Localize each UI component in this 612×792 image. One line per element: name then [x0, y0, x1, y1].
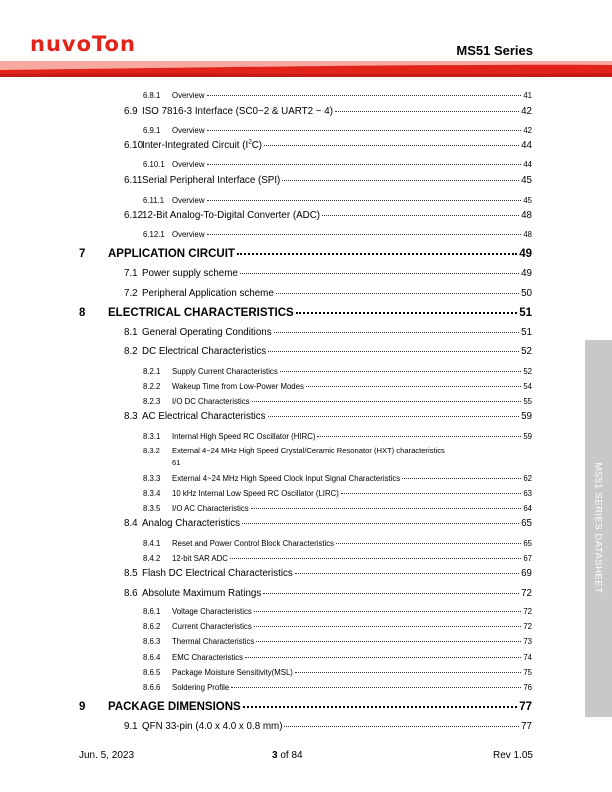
toc-entry-page: 45 — [521, 175, 532, 186]
toc-entry-number: 8.3 — [124, 411, 138, 422]
toc-entry-number: 7.2 — [124, 288, 138, 299]
toc-entry[interactable] — [124, 107, 532, 117]
toc-entry-title — [143, 638, 254, 646]
toc-entry-number: 6.12 — [124, 210, 144, 221]
toc-entry-title — [143, 231, 205, 239]
toc-entry-number: 8.6.1 — [143, 607, 161, 616]
toc-entry-number: 6.11.1 — [143, 196, 165, 205]
toc-entry-title — [143, 383, 304, 391]
toc-entry-text: Overview — [172, 160, 205, 169]
toc-entry-number: 6.9 — [124, 106, 138, 117]
toc-entry-title — [143, 161, 205, 169]
toc-entry-page: 62 — [523, 474, 532, 483]
toc-entry-page: 48 — [521, 210, 532, 221]
toc-entry-page: 65 — [521, 518, 532, 529]
toc-leader-dots — [243, 706, 518, 708]
toc-entry-title — [143, 654, 243, 662]
toc-entry-page: 48 — [523, 230, 532, 239]
toc-entry-title — [143, 447, 532, 455]
toc-entry-title — [124, 269, 238, 279]
toc-entry-title — [124, 569, 293, 579]
toc-entry-number: 8.3.3 — [143, 474, 161, 483]
toc-entry-title — [143, 398, 250, 406]
toc-entry[interactable] — [143, 446, 532, 467]
toc-entry-page: 75 — [523, 668, 532, 677]
toc-entry[interactable] — [143, 433, 532, 441]
toc-entry-title — [143, 555, 228, 563]
toc-entry-text: Power supply scheme — [142, 268, 238, 279]
toc-entry-page: 42 — [521, 106, 532, 117]
toc-entry-text: External 4~24 MHz High Speed Crystal/Ceramic Resonator (HXT) characteristics — [172, 446, 445, 455]
toc-entry[interactable] — [124, 347, 532, 357]
toc-entry-text: Soldering Profile — [172, 683, 230, 692]
toc-entry[interactable] — [124, 211, 532, 221]
toc-entry-text: Serial Peripheral Interface (SPI) — [142, 175, 281, 186]
toc-entry-title — [143, 490, 339, 498]
toc-entry-text: Supply Current Characteristics — [172, 367, 278, 376]
toc-chapter-number: 8 — [79, 307, 86, 319]
toc-leader-dots — [207, 95, 522, 96]
toc-entry-text: Analog Characteristics — [142, 518, 241, 529]
toc-entry-page: 54 — [523, 382, 532, 391]
toc-entry[interactable] — [124, 589, 532, 599]
toc-entry[interactable] — [108, 308, 532, 320]
toc-entry-text: 12-Bit Analog-To-Digital Converter (ADC) — [142, 210, 321, 221]
toc-entry-title — [124, 722, 282, 732]
toc-entry[interactable] — [143, 684, 532, 692]
toc-entry[interactable] — [143, 475, 532, 483]
toc-entry[interactable] — [143, 92, 532, 100]
toc-entry-title — [124, 412, 266, 422]
toc-leader-dots — [282, 180, 519, 181]
toc-entry-title — [124, 347, 266, 357]
toc-entry-title — [124, 176, 280, 186]
toc-leader-dots — [306, 386, 521, 387]
toc-entry-page: 50 — [521, 288, 532, 299]
toc-leader-dots — [336, 543, 521, 544]
toc-entry-number: 8.2.2 — [143, 382, 161, 391]
toc-entry[interactable] — [143, 368, 532, 376]
toc-entry[interactable] — [143, 555, 532, 563]
toc-entry-text: Overview — [172, 126, 205, 135]
toc-entry-number: 7.1 — [124, 268, 138, 279]
toc-entry-page: 76 — [523, 683, 532, 692]
toc-entry-number: 8.6 — [124, 588, 138, 599]
toc-entry-title — [124, 289, 274, 299]
toc-entry-title — [143, 197, 205, 205]
toc-entry-page: 49 — [521, 268, 532, 279]
toc-entry[interactable] — [143, 540, 532, 548]
toc-entry[interactable] — [143, 505, 532, 513]
toc-entry-text: 12-bit SAR ADC — [172, 554, 228, 563]
toc-entry-title — [124, 138, 263, 151]
toc-entry[interactable] — [143, 638, 532, 646]
toc-entry[interactable] — [143, 654, 532, 662]
toc-entry-title — [143, 368, 278, 376]
toc-entry-page: 45 — [523, 196, 532, 205]
toc-entry-page: 52 — [523, 367, 532, 376]
toc-leader-dots — [296, 312, 517, 314]
toc-entry-text: Reset and Power Control Block Characteristics — [172, 539, 335, 548]
toc-leader-dots — [276, 293, 519, 294]
toc-chapter-number: 7 — [79, 248, 86, 260]
toc-entry[interactable] — [143, 383, 532, 391]
toc-entry-number: 8.6.2 — [143, 622, 161, 631]
toc-entry-page: 41 — [523, 91, 532, 100]
toc-entry[interactable] — [108, 702, 532, 714]
footer-page-current: 3 — [272, 750, 278, 761]
toc-entry-number: 6.10.1 — [143, 160, 165, 169]
toc-entry-page: 77 — [521, 721, 532, 732]
footer-page-total: 84 — [291, 750, 303, 761]
toc-entry[interactable] — [124, 289, 532, 299]
toc-entry-number: 8.6.6 — [143, 683, 161, 692]
toc-entry-page: 77 — [519, 701, 532, 713]
toc-entry-page: 59 — [523, 432, 532, 441]
toc-entry[interactable] — [143, 197, 532, 205]
toc-entry-text: Wakeup Time from Low-Power Modes — [172, 382, 304, 391]
toc-entry-page: 42 — [523, 126, 532, 135]
toc-entry-page: 64 — [523, 504, 532, 513]
toc-leader-dots — [284, 726, 519, 727]
toc-entry[interactable] — [143, 608, 532, 616]
toc-entry[interactable] — [124, 412, 532, 422]
toc-entry-title — [143, 540, 334, 548]
toc-entry-text: I/O DC Characteristics — [172, 397, 250, 406]
toc-leader-dots — [268, 416, 520, 417]
toc-entry[interactable] — [108, 249, 532, 261]
toc-entry-number: 8.6.4 — [143, 653, 161, 662]
toc-entry-text: Current Characteristics — [172, 622, 252, 631]
toc-leader-dots — [251, 508, 522, 509]
toc-entry-page: 73 — [523, 637, 532, 646]
toc-entry[interactable] — [124, 569, 532, 579]
toc-entry-number: 8.2 — [124, 346, 138, 357]
toc-entry[interactable] — [143, 623, 532, 631]
toc-entry-text: ISO 7816-3 Interface (SC0~2 & UART2 ~ 4) — [142, 106, 333, 117]
toc-entry-text: ELECTRICAL CHARACTERISTICS — [108, 307, 294, 319]
toc-leader-dots — [263, 593, 519, 594]
toc-entry-title — [124, 107, 333, 117]
toc-leader-dots — [264, 145, 519, 146]
toc-leader-dots — [230, 558, 521, 559]
toc-entry-number: 8.1 — [124, 327, 138, 338]
toc-leader-dots — [295, 672, 521, 673]
toc-entry-text: I/O AC Characteristics — [172, 504, 249, 513]
toc-entry[interactable] — [143, 490, 532, 498]
toc-entry-text: 10 kHz Internal Low Speed RC Oscillator (LIRC) — [172, 489, 339, 498]
toc-entry-number: 6.11 — [124, 175, 143, 186]
toc-entry-number: 8.6.5 — [143, 668, 161, 677]
toc-entry-title — [124, 211, 320, 221]
toc-entry[interactable] — [124, 519, 532, 529]
toc-entry-page: 74 — [523, 653, 532, 662]
toc-leader-dots — [256, 641, 521, 642]
toc-entry-text: Thermal Characteristics — [172, 637, 255, 646]
toc-leader-dots — [274, 332, 519, 333]
toc-entry-page: 51 — [521, 327, 532, 338]
toc-entry-number: 8.6.3 — [143, 637, 161, 646]
toc-entry-title — [124, 519, 240, 529]
toc-entry-text: QFN 33-pin (4.0 x 4.0 x 0.8 mm) — [142, 721, 283, 732]
toc-entry-number: 8.4.1 — [143, 539, 161, 548]
toc-entry-page: 55 — [523, 397, 532, 406]
toc-entry[interactable] — [124, 269, 532, 279]
toc-entry[interactable] — [143, 161, 532, 169]
toc-entry-title — [143, 127, 205, 135]
toc-entry-text: Overview — [172, 230, 205, 239]
toc-entry-page: 44 — [521, 140, 532, 151]
toc-chapter-number: 9 — [79, 701, 86, 713]
toc-entry-title — [108, 308, 294, 320]
toc-entry-title — [143, 433, 315, 441]
toc-entry-page: 67 — [523, 554, 532, 563]
toc-leader-dots — [207, 234, 522, 235]
toc-entry-text: APPLICATION CIRCUIT — [108, 248, 235, 260]
toc-entry-number: 8.2.1 — [143, 367, 161, 376]
toc-leader-dots — [252, 401, 522, 402]
toc-entry-number: 8.4 — [124, 518, 138, 529]
toc-entry-number: 9.1 — [124, 721, 138, 732]
toc-entry-title — [143, 669, 293, 677]
toc-leader-dots — [245, 657, 521, 658]
toc-entry-page: 72 — [523, 607, 532, 616]
toc-entry-title — [143, 505, 249, 513]
toc-leader-dots — [240, 273, 519, 274]
toc-entry-number: 8.5 — [124, 568, 138, 579]
toc-entry-number: 8.4.2 — [143, 554, 161, 563]
toc-entry-number: 6.10 — [124, 140, 144, 151]
toc-leader-dots — [317, 436, 521, 437]
footer-date: Jun. 5, 2023 — [79, 750, 135, 761]
toc-leader-dots — [207, 200, 522, 201]
toc-leader-dots — [231, 687, 521, 688]
toc-entry-number: 6.12.1 — [143, 230, 165, 239]
toc-entry-page: 69 — [521, 568, 532, 579]
toc-entry-page: 61 — [172, 458, 181, 467]
toc-entry-text: EMC Characteristics — [172, 653, 244, 662]
toc-entry-title — [143, 684, 229, 692]
toc-entry-number: 8.2.3 — [143, 397, 161, 406]
toc-entry-title — [143, 475, 400, 483]
toc-entry-title — [143, 608, 252, 616]
sidebar-label: MS51 SERIES DATASHEET — [592, 462, 604, 594]
toc-entry-page: 59 — [521, 411, 532, 422]
toc-entry-title — [124, 328, 272, 338]
toc-leader-dots — [335, 111, 519, 112]
toc-entry[interactable] — [143, 127, 532, 135]
footer-page-number — [272, 751, 303, 761]
toc-entry[interactable] — [124, 328, 532, 338]
toc-entry-text: General Operating Conditions — [142, 327, 272, 338]
toc-entry-title — [124, 589, 261, 599]
series-title: MS51 Series — [456, 43, 533, 58]
toc-leader-dots — [254, 626, 522, 627]
toc-entry-number: 8.3.5 — [143, 504, 161, 513]
header-band — [0, 61, 612, 77]
footer-page-of: of — [280, 750, 289, 761]
toc-entry[interactable] — [124, 722, 532, 732]
toc-entry-text: Flash DC Electrical Characteristics — [142, 568, 293, 579]
toc-entry-text: PACKAGE DIMENSIONS — [108, 701, 241, 713]
toc-leader-dots — [322, 215, 519, 216]
toc-entry-number: 8.3.2 — [143, 446, 160, 455]
toc-entry-page: 63 — [523, 489, 532, 498]
toc-entry-text: Voltage Characteristics — [172, 607, 252, 616]
toc-entry-page: 65 — [523, 539, 532, 548]
footer-revision: Rev 1.05 — [492, 750, 533, 761]
toc-entry-text: Absolute Maximum Ratings — [142, 588, 262, 599]
toc-leader-dots — [207, 130, 522, 131]
nuvoton-logo: nuvoTon — [30, 32, 136, 56]
toc-entry[interactable] — [143, 669, 532, 677]
toc-leader-dots — [242, 523, 519, 524]
toc-entry-number: 8.3.4 — [143, 489, 161, 498]
toc-leader-dots — [207, 164, 522, 165]
toc-entry-text: Overview — [172, 91, 205, 100]
toc-entry[interactable] — [143, 398, 532, 406]
toc-entry-title — [143, 623, 252, 631]
toc-entry-text: Package Moisture Sensitivity(MSL) — [172, 668, 293, 677]
toc-leader-dots — [295, 573, 519, 574]
toc-entry[interactable] — [143, 231, 532, 239]
toc-leader-dots — [254, 611, 522, 612]
toc-entry[interactable] — [124, 176, 532, 186]
toc-entry[interactable] — [124, 138, 532, 151]
toc-entry-number: 6.8.1 — [143, 91, 161, 100]
toc-entry-text: AC Electrical Characteristics — [142, 411, 266, 422]
toc-entry-text: Internal High Speed RC Oscillator (HIRC) — [172, 432, 316, 441]
toc-leader-dots — [268, 351, 519, 352]
toc-entry-text: External 4~24 MHz High Speed Clock Input Signal Characteristics — [172, 474, 401, 483]
toc-entry-number: 6.9.1 — [143, 126, 161, 135]
toc-entry-text: DC Electrical Characteristics — [142, 346, 267, 357]
toc-entry-title — [108, 702, 241, 714]
toc-entry-page: 72 — [521, 588, 532, 599]
toc-entry-text: Overview — [172, 196, 205, 205]
toc-leader-dots — [402, 478, 521, 479]
toc-entry-text: Inter-Integrated Circuit $(I^2C)$ — [142, 138, 263, 151]
toc-entry-page: 52 — [521, 346, 532, 357]
toc-leader-dots — [341, 493, 521, 494]
toc-entry-page: 44 — [523, 160, 532, 169]
toc-leader-dots — [280, 371, 522, 372]
toc-entry-text: Peripheral Application scheme — [142, 288, 274, 299]
toc-entry-page: 51 — [519, 307, 532, 319]
toc-entry-number: 8.3.1 — [143, 432, 161, 441]
toc-entry-title — [143, 92, 205, 100]
toc-entry-page: 72 — [523, 622, 532, 631]
toc-leader-dots — [237, 253, 517, 255]
toc-entry-title — [108, 249, 235, 261]
toc-entry-page: 49 — [519, 248, 532, 260]
